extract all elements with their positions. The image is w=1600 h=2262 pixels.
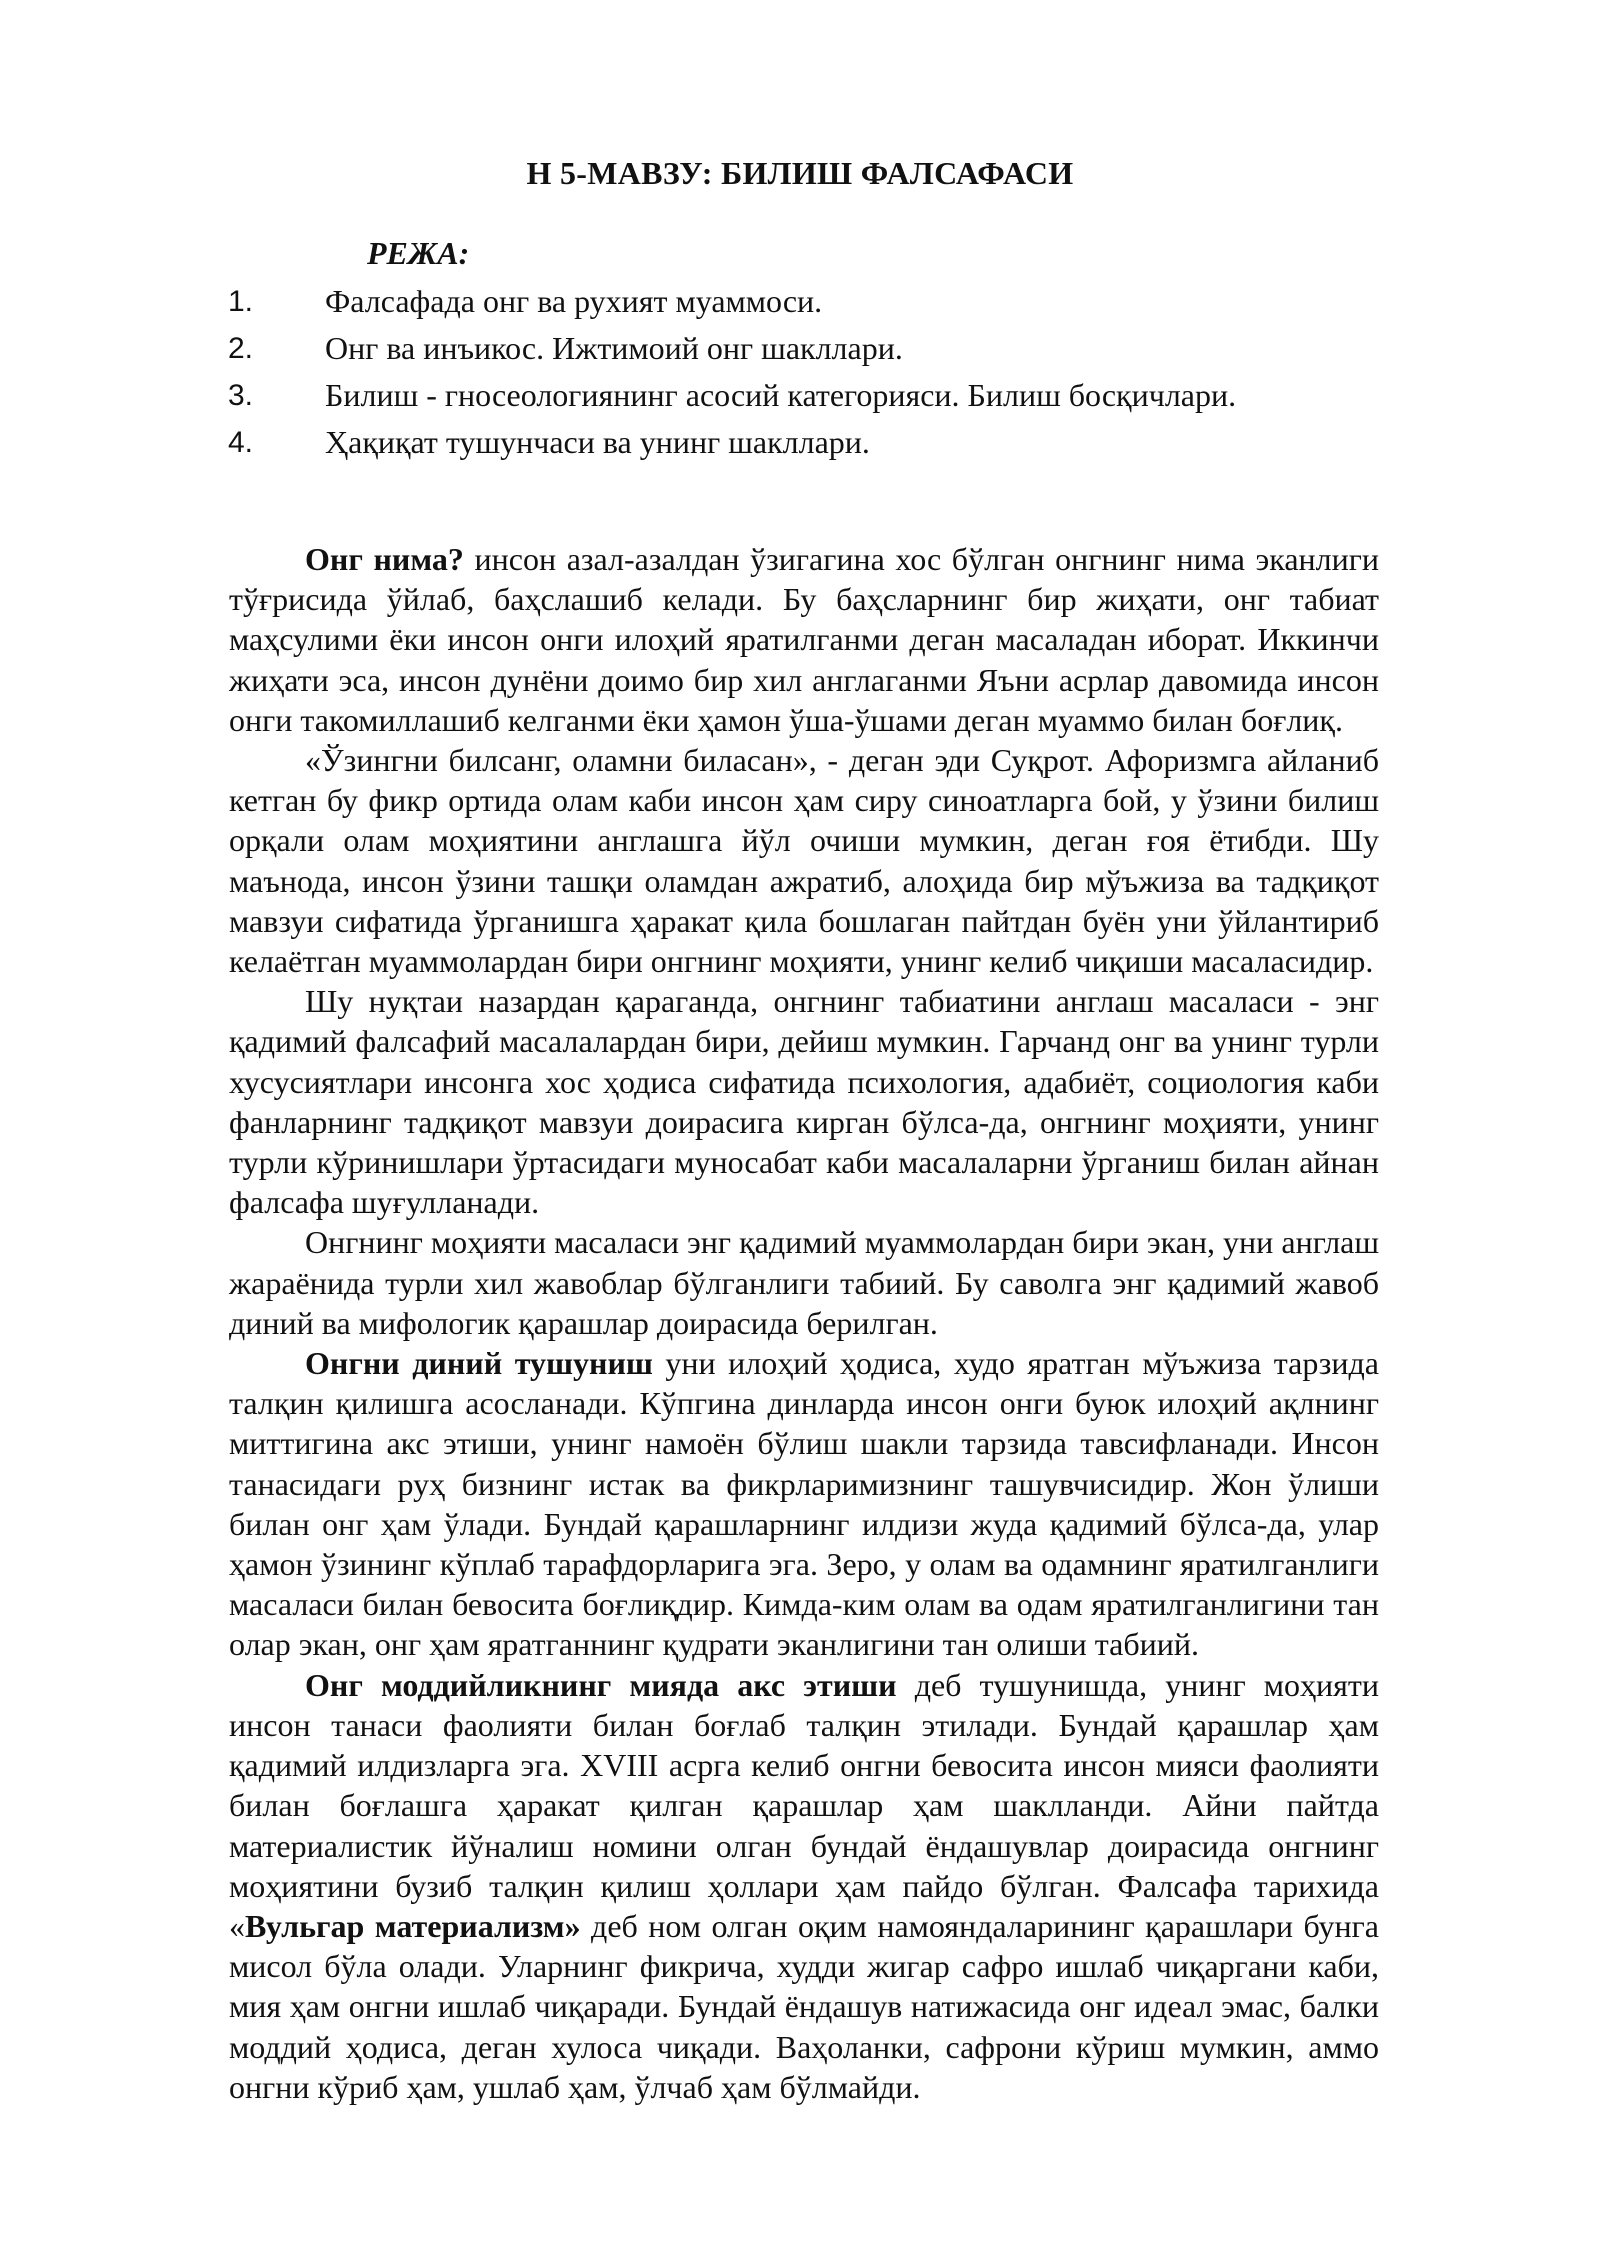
plan-item [228,325,1428,372]
paragraph-text: «Ўзингни билсанг, оламни биласан», - деган эди Суқрот. Афоризмга айланиб кетган бу фикр ортида олам каби инсон ҳам сиру синоатларга бой, у ўзини билиш орқали олам моҳиятини англашга йўл очиши мумкин, деган ғоя ётибди. Шу маънода, инсон ўзини ташқи оламдан ажратиб, алоҳида бир мўъжиза ва тадқиқот мавзуи сифатида ўрганишга ҳаракат қила бошлаган пайтдан буён уни ўйлантириб келаётган муаммолардан бири онгнинг моҳияти, унинг келиб чиқиши масаласидир. [229,742,1379,980]
paragraph [229,1222,1379,1343]
plan-item-number: 1. [228,285,254,318]
plan-item [228,419,1428,466]
paragraph [229,1665,1379,2107]
paragraph-text: Шу нуқтаи назардан қараганда, онгнинг табиатини англаш масаласи - энг қадимий фалсафий масалалардан бири, дейиш мумкин. Гарчанд онг ва унинг турли хусусиятлари инсонга хос ҳодиса сифатида психология, адабиёт, социология каби фанларнинг тадқиқот мавзуи доирасига кирган бўлса-да, онгнинг моҳияти, унинг турли кўринишлари ўртасидаги муносабат каби масалаларни ўрганиш билан айнан фалсафа шуғулланади. [229,983,1379,1221]
paragraph-text: инсон азал-азалдан ўзигагина хос бўлган онгнинг нима эканлиги тўғрисида ўйлаб, баҳслашиб келади. Бу баҳсларнинг бир жиҳати, онг табиат маҳсулими ёки инсон онги илоҳий яратилганми деган масаладан иборат. Иккинчи жиҳати эса, инсон дунёни доимо бир хил англаганми Яъни асрлар давомида инсон онги такомиллашиб келганми ёки ҳамон ўша-ўшами деган муаммо билан боғлиқ. [229,541,1380,738]
plan-item-number: 4. [228,426,254,459]
plan-item-text: Онг ва инъикос. Ижтимоий онг шакллари. [325,330,903,366]
plan-item-text: Билиш - гносеологиянинг асосий категорияси. Билиш босқичлари. [325,377,1237,413]
paragraph-text: деб ном олган оқим намояндаларининг қарашлари бунга мисол бўла олади. Уларнинг фикрича, худди жигар сафро ишлаб чиқаргани каби, мия ҳам онгни ишлаб чиқаради. Бундай ёндашув натижасида онг идеал эмас, балки моддий ҳодиса, деган хулоса чиқади. Ваҳоланки, сафрони кўриш мумкин, аммо онгни кўриб ҳам, ушлаб ҳам, ўлчаб ҳам бўлмайди. [229,1907,1380,2105]
plan-item [228,372,1428,419]
paragraph [229,740,1379,981]
plan-item-number: 2. [228,332,254,365]
plan-item-text: Ҳақиқат тушунчаси ва унинг шакллари. [325,424,870,460]
paragraph-lead-term: Онгни диний тушуниш [305,1345,653,1382]
plan-item [228,278,1428,325]
paragraph-bold-term: Вульгар материализм» [245,1907,581,1944]
page-title: Н 5-МАВЗУ: БИЛИШ ФАЛСАФАСИ [526,155,1074,191]
paragraph-text: уни илоҳий ҳодиса, худо яратган мўъжиза тарзида талқин қилишга асосланади. Кўпгина динларда инсон онги буюк илоҳий ақлнинг миттигина акс этиши, унинг намоён бўлиш шакли тарзида тавсифланади. Инсон танасидаги руҳ бизнинг истак ва фикрларимизнинг ташувчисидир. Жон ўлиши билан онг ҳам ўлади. Бундай қарашларнинг илдизи жуда қадимий бўлса-да, улар ҳамон ўзининг кўплаб тарафдорларига эга. Зеро, у олам ва одамнинг яратилганлиги масаласи билан бевосита боғлиқдир. Кимда-ким олам ва одам яратилганлигини тан олар экан, онг ҳам яратганнинг қудрати эканлигини тан олиши табиий. [229,1345,1380,1663]
plan-list [228,278,1428,466]
plan-item-number: 3. [228,379,254,412]
paragraph-lead-term: Онг моддийликнинг мияда акс этиши [305,1666,897,1703]
paragraph-text: Онгнинг моҳияти масаласи энг қадимий муаммолардан бири экан, уни англаш жараёнида турли хил жавоблар бўлганлиги табиий. Бу саволга энг қадимий жавоб диний ва мифологик қарашлар доирасида берилган. [229,1224,1379,1341]
paragraph-lead-term: Онг нима? [305,541,464,577]
paragraph [229,1343,1379,1665]
paragraph [229,981,1379,1222]
plan-heading: РЕЖА: [367,235,470,271]
body-text [229,539,1379,2107]
plan-item-text: Фалсафада онг ва рухият муаммоси. [325,283,823,319]
paragraph [229,539,1379,740]
paragraph-text: деб тушунишда, унинг моҳияти инсон танаси фаолияти билан боғлаб талқин этилади. Бундай қарашлар ҳам қадимий илдизларга эга. XVIII асрга келиб онгни бевосита инсон мияси фаолияти билан боғлашга ҳаракат қилган қарашлар ҳам шаклланди. Айни пайтда материалистик йўналиш номини олган бундай ёндашувлар доирасида онгнинг моҳиятини бузиб талқин қилиш ҳоллари ҳам пайдо бўлган. Фалсафа тарихида « [229,1666,1380,1944]
